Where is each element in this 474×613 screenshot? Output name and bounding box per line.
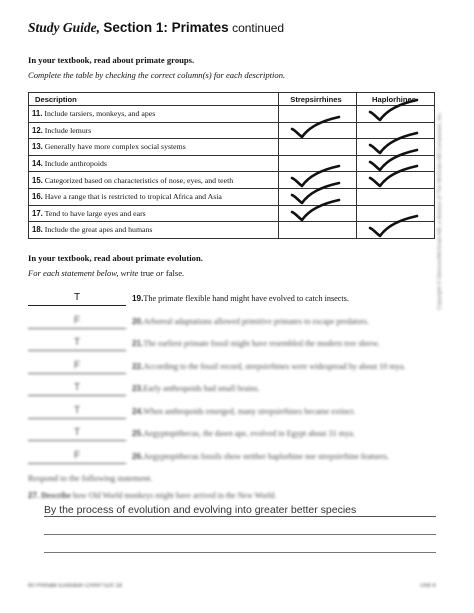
table-row: [29, 155, 435, 172]
statement-text: [132, 452, 389, 461]
haplorhines-checkbox[interactable]: [357, 172, 435, 189]
answer-blank[interactable]: T: [28, 405, 126, 419]
haplorhines-checkbox[interactable]: [357, 122, 435, 139]
statement-number: 26.: [132, 451, 144, 461]
statement-body: Aegyptopithecus fossils show neither haplorhine nor strepsirrhine features.: [143, 451, 389, 461]
row-description: [29, 139, 279, 156]
haplorhines-checkbox[interactable]: [357, 222, 435, 239]
column-header-description: Description: [29, 93, 279, 106]
answer-blank[interactable]: T: [28, 292, 126, 306]
statement-text: [132, 339, 380, 348]
statement-text: [132, 384, 260, 393]
statement-body: According to the fossil record, strepsirrhines were widespread by about 10 mya.: [143, 361, 406, 371]
statement-text: [132, 294, 349, 303]
true-false-item: [28, 315, 438, 331]
strepsirrhines-checkbox[interactable]: [279, 222, 357, 239]
statement-text: [132, 429, 355, 438]
true-false-item: [28, 337, 438, 353]
table-header-row: [29, 93, 435, 106]
question-27-verb: Describe: [41, 491, 71, 500]
row-number: 13.: [32, 142, 43, 152]
part1-instruction: In your textbook, read about primate groups.: [28, 55, 195, 65]
strepsirrhines-checkbox[interactable]: [279, 106, 357, 123]
row-description: [29, 188, 279, 205]
statement-body: The primate flexible hand might have evolved to catch insects.: [143, 294, 349, 303]
page-title: [28, 20, 284, 36]
answer-blank[interactable]: F: [28, 450, 126, 464]
row-text: Include tarsiers, monkeys, and apes: [44, 109, 156, 119]
part2-directions: [28, 268, 184, 278]
directions-true: true: [140, 268, 154, 278]
statement-body: Arboreal adaptations allowed primitive primates to escape predators.: [143, 316, 369, 326]
row-text: Include anthropoids: [44, 159, 107, 169]
true-false-item: [28, 292, 438, 308]
statement-body: Early anthropoids had small brains.: [143, 384, 260, 393]
haplorhines-checkbox[interactable]: [357, 205, 435, 222]
answer-line: [44, 534, 436, 535]
true-false-item: [28, 450, 438, 466]
section-label: Section 1: Primates: [103, 20, 229, 35]
strepsirrhines-checkbox[interactable]: [279, 188, 357, 205]
statement-text: [132, 362, 406, 371]
statement-body: When anthropoids emerged, many strepsirrhines became extinct.: [143, 406, 356, 416]
row-number: 15.: [32, 175, 43, 185]
footer-right: Unit 4: [420, 583, 436, 589]
directions-false: false: [165, 268, 183, 278]
statement-number: 24.: [132, 406, 144, 416]
column-header-haplorhines: Haplorhines: [357, 93, 435, 106]
directions-text: For each statement below, write: [28, 268, 141, 278]
part3-instruction: Respond to the following statement.: [28, 473, 153, 483]
row-number: 18.: [32, 225, 43, 235]
statement-number: 22.: [132, 361, 144, 371]
row-text: Include the great apes and humans: [44, 225, 153, 235]
row-description: [29, 172, 279, 189]
row-description: [29, 205, 279, 222]
row-description: [29, 155, 279, 172]
table-row: [29, 172, 435, 189]
strepsirrhines-checkbox[interactable]: [279, 139, 357, 156]
answer-blank[interactable]: F: [28, 360, 126, 374]
answer-blank[interactable]: F: [28, 315, 126, 329]
answer-line: [44, 552, 436, 553]
table-row: [29, 106, 435, 123]
answer-blank[interactable]: T: [28, 337, 126, 351]
statement-body: The earliest primate fossil might have resembled the modern tree shrew.: [143, 339, 380, 348]
table-row: [29, 139, 435, 156]
true-false-item: [28, 360, 438, 376]
statement-number: 20.: [132, 316, 144, 326]
question-27-prompt: how Old World monkeys might have arrived in the New World.: [72, 491, 277, 500]
haplorhines-checkbox[interactable]: [357, 188, 435, 205]
row-text: Include lemurs: [44, 125, 92, 135]
table-row: [29, 222, 435, 239]
statement-number: 19.: [132, 294, 144, 303]
row-text: Categorized based on characteristics of nose, eyes, and teeth: [44, 175, 234, 185]
statement-number: 25.: [132, 429, 144, 438]
statement-number: 21.: [132, 339, 144, 348]
row-number: 17.: [32, 208, 43, 218]
true-false-item: [28, 405, 438, 421]
answer-blank[interactable]: T: [28, 382, 126, 396]
row-number: 16.: [32, 192, 43, 202]
table-row: [29, 122, 435, 139]
row-number: 14.: [32, 159, 43, 169]
column-header-strepsirrhines: Strepsirrhines: [279, 93, 357, 106]
row-number: 11.: [32, 109, 43, 119]
statement-text: [132, 317, 369, 326]
question-27-number: 27.: [28, 491, 40, 500]
copyright-notice: Copyright © Glencoe/McGraw-Hill, a division of The McGraw-Hill Companies, Inc.: [437, 111, 443, 310]
row-number: 12.: [32, 125, 43, 135]
primate-groups-table: [28, 92, 435, 239]
strepsirrhines-checkbox[interactable]: [279, 172, 357, 189]
strepsirrhines-checkbox[interactable]: [279, 122, 357, 139]
answer-blank[interactable]: T: [28, 427, 126, 441]
haplorhines-checkbox[interactable]: [357, 139, 435, 156]
question-27: [28, 491, 276, 500]
row-description: [29, 122, 279, 139]
statement-number: 23.: [132, 384, 144, 393]
row-text: Tend to have large eyes and ears: [44, 208, 146, 218]
true-false-item: [28, 382, 438, 398]
true-false-item: [28, 427, 438, 443]
part1-directions: Complete the table by checking the correct column(s) for each description.: [28, 70, 286, 80]
strepsirrhines-checkbox[interactable]: [279, 205, 357, 222]
directions-end: .: [182, 268, 185, 278]
table-row: [29, 205, 435, 222]
statement-text: [132, 407, 356, 416]
row-text: Have a range that is restricted to tropical Africa and Asia: [44, 192, 222, 202]
table-row: [29, 188, 435, 205]
statement-body: Aegyptopithecus, the dawn ape, evolved in Egypt about 31 mya.: [143, 429, 355, 438]
footer-left: 60 Primate Evolution CHAPTER 16: [28, 583, 123, 589]
question-27-response[interactable]: By the process of evolution and evolving into greater better species: [44, 504, 436, 517]
haplorhines-checkbox[interactable]: [357, 155, 435, 172]
row-description: [29, 222, 279, 239]
study-guide-label: Study Guide,: [28, 20, 101, 35]
strepsirrhines-checkbox[interactable]: [279, 155, 357, 172]
continued-label: continued: [232, 21, 285, 35]
directions-or: or: [153, 268, 166, 278]
row-description: [29, 106, 279, 123]
haplorhines-checkbox[interactable]: [357, 106, 435, 123]
row-text: Generally have more complex social systems: [44, 142, 186, 152]
part2-instruction: In your textbook, read about primate evolution.: [28, 253, 203, 263]
